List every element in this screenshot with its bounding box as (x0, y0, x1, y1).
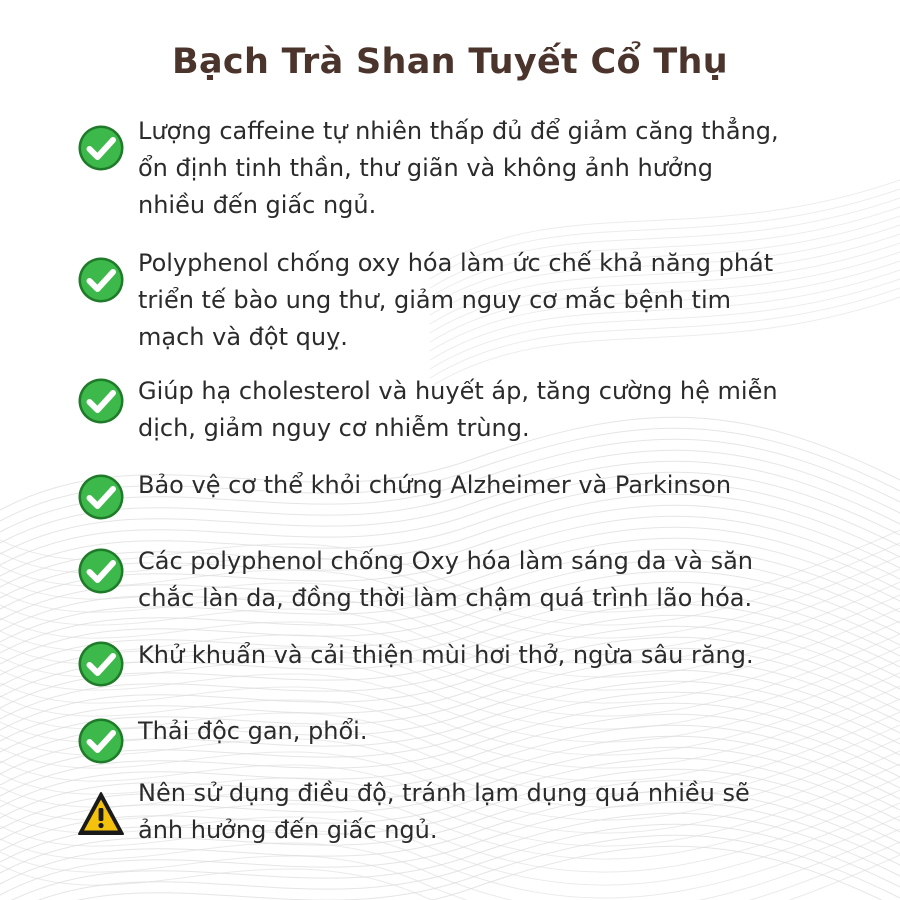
page-title: Bạch Trà Shan Tuyết Cổ Thụ (172, 42, 728, 82)
text-line: Lượng caffeine tự nhiên thấp đủ để giảm căng thẳng, (138, 117, 779, 145)
text-line: dịch, giảm nguy cơ nhiễm trùng. (138, 414, 530, 442)
warning-text (138, 775, 838, 849)
benefit-text (138, 113, 838, 224)
text-line: triển tế bào ung thư, giảm nguy cơ mắc bệnh tim (138, 286, 732, 314)
check-icon (77, 717, 125, 765)
benefit-text (138, 637, 838, 674)
check-icon (77, 256, 125, 304)
check-icon (77, 124, 125, 172)
warning-icon (77, 790, 125, 838)
check-icon (77, 547, 125, 595)
benefit-text (138, 245, 838, 356)
text-line: Các polyphenol chống Oxy hóa làm sáng da và săn (138, 547, 753, 575)
benefit-text (138, 713, 838, 750)
text-line: Khử khuẩn và cải thiện mùi hơi thở, ngừa sâu răng. (138, 641, 754, 669)
text-line: Bảo vệ cơ thể khỏi chứng Alzheimer và Parkinson (138, 471, 732, 499)
benefit-text (138, 543, 838, 617)
text-line: ảnh hưởng đến giấc ngủ. (138, 816, 438, 844)
text-line: Polyphenol chống oxy hóa làm ức chế khả năng phát (138, 249, 774, 277)
text-line: chắc làn da, đồng thời làm chậm quá trình lão hóa. (138, 584, 753, 612)
text-line: mạch và đột quỵ. (138, 323, 348, 351)
benefit-text (138, 467, 838, 504)
text-line: Giúp hạ cholesterol và huyết áp, tăng cường hệ miễn (138, 377, 778, 405)
text-line: nhiều đến giấc ngủ. (138, 191, 377, 219)
check-icon (77, 640, 125, 688)
text-line: Nên sử dụng điều độ, tránh lạm dụng quá nhiều sẽ (138, 779, 750, 807)
benefit-text (138, 373, 838, 447)
check-icon (77, 377, 125, 425)
text-line: ổn định tinh thần, thư giãn và không ảnh hưởng (138, 154, 714, 182)
text-line: Thải độc gan, phổi. (138, 717, 368, 745)
check-icon (77, 473, 125, 521)
